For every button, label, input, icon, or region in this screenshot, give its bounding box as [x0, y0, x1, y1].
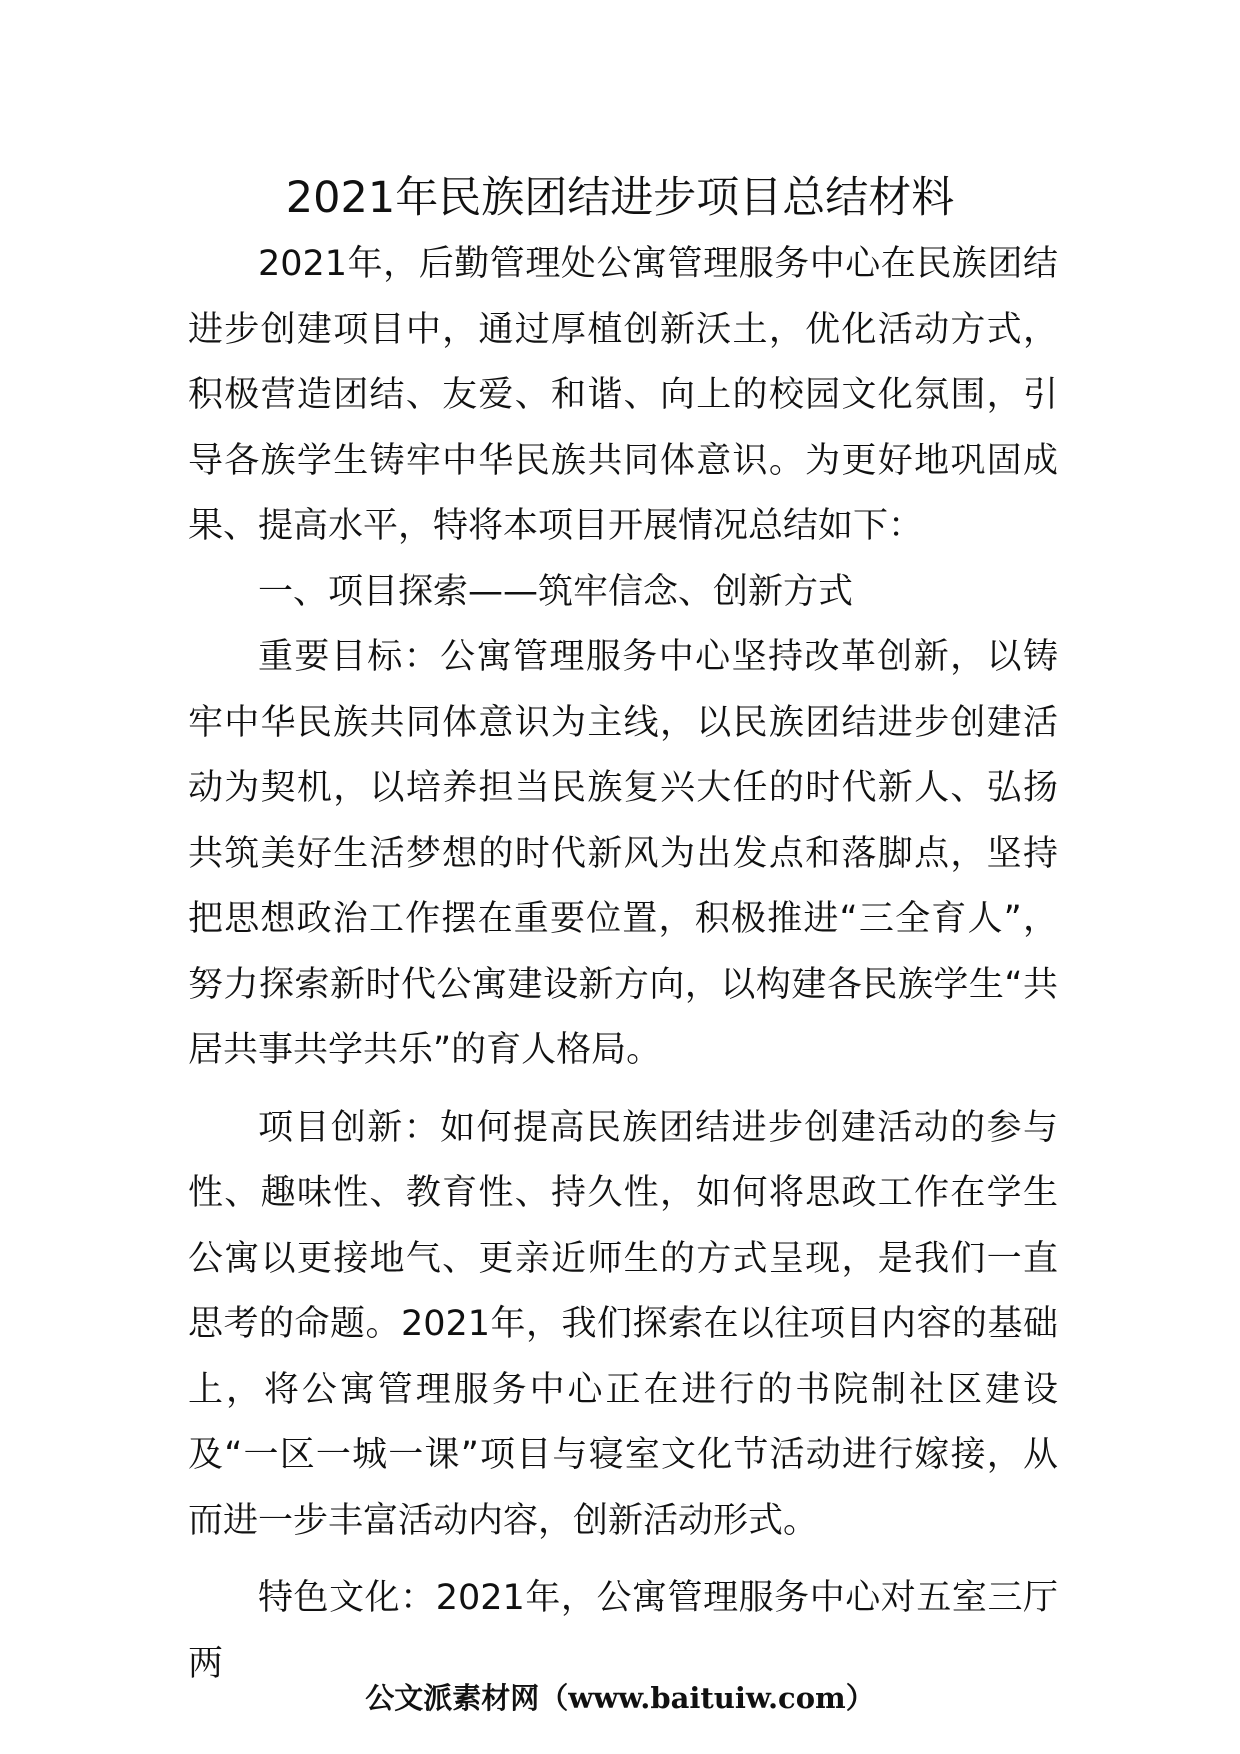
- footer-watermark: 公文派素材网（www.baituiw.com）: [365, 1681, 875, 1715]
- document-body: [188, 232, 1058, 1697]
- paragraph-intro: 2021年，后勤管理处公寓管理服务中心在民族团结进步创建项目中，通过厚植创新沃土，优化活动方式，积极营造团结、友爱、和谐、向上的校园文化氛围，引导各族学生铸牢中华民族共同体意识。为更好地巩固成果、提高水平，特将本项目开展情况总结如下：: [188, 244, 1058, 546]
- paragraph-featured-culture: 特色文化：2021年，公寓管理服务中心对五室三厅两: [188, 1578, 1058, 1684]
- section-heading-1: 一、项目探索——筑牢信念、创新方式: [258, 571, 854, 612]
- document-title: 2021年民族团结进步项目总结材料: [285, 173, 955, 223]
- paragraph-important-goal: 重要目标：公寓管理服务中心坚持改革创新，以铸牢中华民族共同体意识为主线，以民族团结进步创建活动为契机，以培养担当民族复兴大任的时代新人、弘扬共筑美好生活梦想的时代新风为出发点和落脚点，坚持把思想政治工作摆在重要位置，积极推进“三全育人”，努力探索新时代公寓建设新方向，以构建各民族学生“共居共事共学共乐”的育人格局。: [188, 637, 1058, 1070]
- paragraph-project-innovation: 项目创新：如何提高民族团结进步创建活动的参与性、趣味性、教育性、持久性，如何将思政工作在学生公寓以更接地气、更亲近师生的方式呈现，是我们一直思考的命题。2021年，我们探索在以往项目内容的基础上，将公寓管理服务中心正在进行的书院制社区建设及“一区一城一课”项目与寝室文化节活动进行嫁接，从而进一步丰富活动内容，创新活动形式。: [188, 1107, 1058, 1541]
